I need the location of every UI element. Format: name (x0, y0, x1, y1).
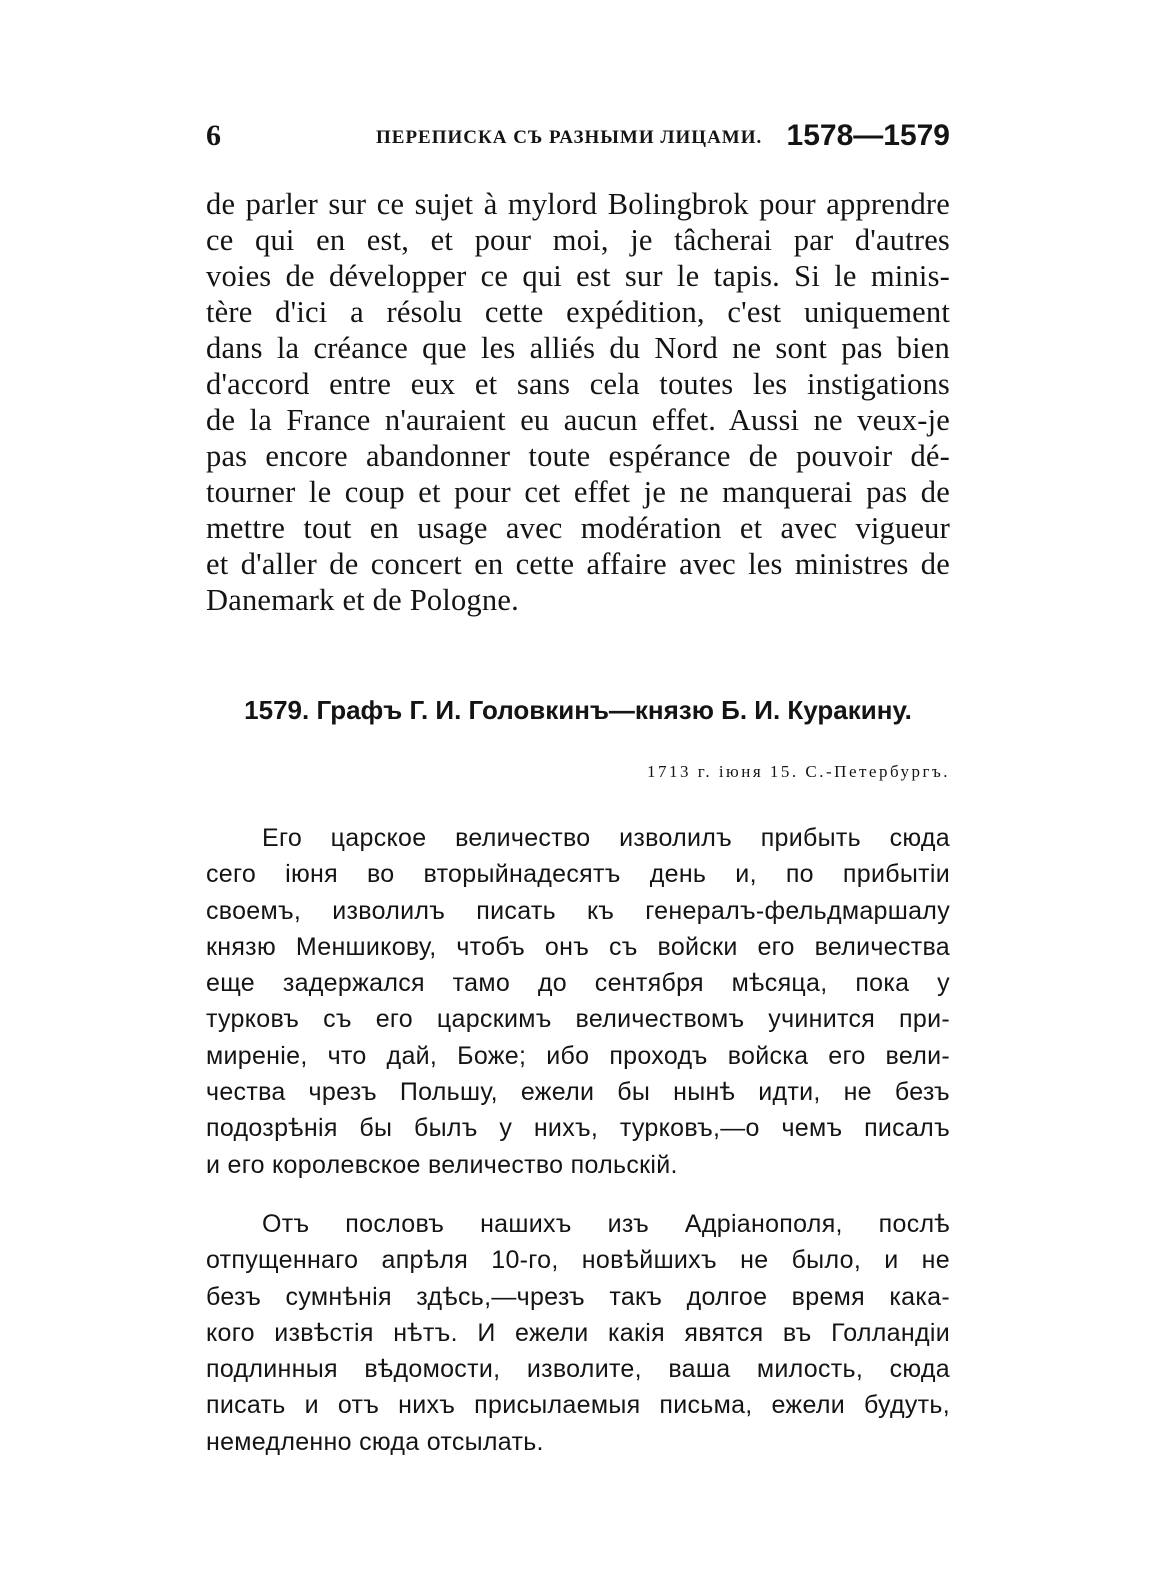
text-line: mettre tout en usage avec modération et avec vigueur (206, 511, 950, 545)
running-title: ПЕРЕПИСКА СЪ РАЗНЫМИ ЛИЦАМИ. (376, 127, 763, 148)
text-line: отпущеннаго апрѣля 10-го, новѣйшихъ не было, и не (206, 1246, 950, 1275)
letter-paragraph-1 (206, 820, 950, 1183)
letter-dateline: 1713 г. іюня 15. С.-Петербургъ. (647, 762, 950, 781)
french-passage (206, 186, 950, 618)
text-line: подозрѣнія бы былъ у нихъ, турковъ,—о чемъ писалъ (206, 1114, 950, 1143)
text-line: tère d'ici a résolu cette expédition, c'est uniquement (206, 295, 950, 329)
text-line: князю Меншикову, чтобъ онъ съ войски его величества (206, 932, 950, 961)
text-line: de parler sur ce sujet à mylord Bolingbrok pour apprendre (206, 187, 950, 221)
text-line: писать и отъ нихъ присылаемыя письма, ежели будуть, (206, 1391, 950, 1420)
text-line: чества чрезъ Польшу, ежели бы нынѣ идти, не безъ (206, 1078, 950, 1107)
letter-heading: 1579. Графъ Г. И. Головкинъ—князю Б. И. Куракину. (244, 695, 912, 725)
text-line: миреніе, что дай, Боже; ибо проходъ войска его вели- (206, 1041, 950, 1070)
text-line: pas encore abandonner toute espérance de pouvoir dé- (206, 439, 950, 473)
text-line: безъ сумнѣнія здѣсь,—чрезъ такъ долгое время кака- (206, 1282, 950, 1311)
running-head (206, 118, 950, 154)
text-line: немедленно сюда отсылать. (206, 1427, 544, 1456)
text-line: Отъ пословъ нашихъ изъ Адріанополя, послѣ (262, 1210, 950, 1238)
text-line: voies de développer ce qui est sur le tapis. Si le minis- (206, 259, 950, 293)
text-line: подлинныя вѣдомости, изволите, ваша милость, сюда (206, 1355, 950, 1384)
text-line: турковъ съ его царскимъ величествомъ учинится при- (206, 1005, 950, 1034)
text-line: dans la créance que les alliés du Nord ne sont pas bien (206, 331, 950, 365)
page-number: 6 (206, 119, 221, 152)
text-line: de la France n'auraient eu aucun effet. Aussi ne veux-je (206, 403, 950, 437)
text-line: tourner le coup et pour cet effet je ne manquerai pas de (206, 475, 950, 509)
text-line: ce qui en est, et pour moi, je tâcherai par d'autres (206, 223, 950, 257)
text-line: своемъ, изволилъ писать къ генералъ-фельдмаршалу (206, 896, 950, 925)
text-line: Его царское величество изволилъ прибыть сюда (262, 824, 950, 852)
text-line: d'accord entre eux et sans cela toutes les instigations (206, 367, 950, 401)
text-line: и его королевское величество польскій. (206, 1150, 678, 1179)
text-line: кого извѣстія нѣтъ. И ежели какія явятся въ Голландіи (206, 1318, 950, 1347)
text-line: еще задержался тамо до сентября мѣсяца, пока у (206, 969, 950, 998)
text-line: сего іюня во вторыйнадесятъ день и, по прибытіи (206, 860, 950, 889)
text-line: Danemark et de Pologne. (206, 583, 519, 617)
text-line: et d'aller de concert en cette affaire avec les ministres de (206, 547, 950, 581)
letter-paragraph-2 (206, 1206, 950, 1460)
letter-range: 1578—1579 (786, 119, 950, 152)
